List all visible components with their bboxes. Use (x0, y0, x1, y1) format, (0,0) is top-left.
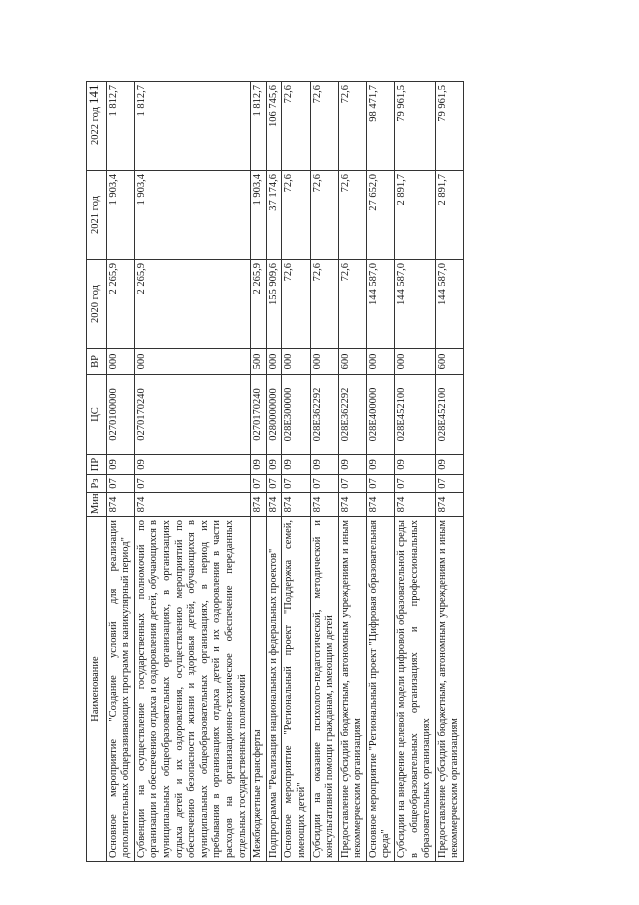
row-pr: 09 (266, 455, 282, 475)
row-pr: 09 (435, 455, 463, 475)
row-min: 874 (282, 493, 310, 517)
row-rz: 07 (282, 475, 310, 493)
page-number: 141 (86, 84, 101, 104)
row-name: Основное мероприятие "Региональный проект "Поддержка семей, имеющих детей" (282, 517, 310, 862)
row-min: 874 (366, 493, 394, 517)
row-cs: 0270170240 (134, 375, 250, 455)
row-amount-2022: 1 812,7 (106, 82, 134, 171)
table-row (106, 82, 134, 862)
row-cs: 028Е362292 (338, 375, 366, 455)
table-row (395, 82, 436, 862)
row-cs: 0270170240 (251, 375, 267, 455)
row-name: Межбюджетные трансферты (251, 517, 267, 862)
row-pr: 09 (338, 455, 366, 475)
row-rz: 07 (395, 475, 436, 493)
row-min: 874 (251, 493, 267, 517)
row-amount-2021: 2 891,7 (395, 171, 436, 260)
table-body (106, 82, 463, 862)
header-vr: ВР (87, 349, 107, 375)
row-amount-2021: 27 652,0 (366, 171, 394, 260)
row-pr: 09 (134, 455, 250, 475)
row-amount-2022: 106 745,6 (266, 82, 282, 171)
row-name: Основное мероприятие "Создание условий для реализации дополнительных общеразвивающих программ в каникулярный период" (106, 517, 134, 862)
row-vr: 500 (251, 349, 267, 375)
header-name: Наименование (87, 517, 107, 862)
row-amount-2020: 72,6 (338, 260, 366, 349)
row-pr: 09 (251, 455, 267, 475)
row-min: 874 (106, 493, 134, 517)
row-cs: 028Е452100 (435, 375, 463, 455)
row-amount-2020: 144 587,0 (435, 260, 463, 349)
budget-table (86, 81, 464, 862)
row-pr: 09 (310, 455, 338, 475)
row-cs: 028Е452100 (395, 375, 436, 455)
row-min: 874 (134, 493, 250, 517)
header-rz: Рз (87, 475, 107, 493)
row-name: Подпрограмма "Реализация национальных и федеральных проектов" (266, 517, 282, 862)
row-amount-2021: 72,6 (282, 171, 310, 260)
header-2022: 2022 год (87, 82, 107, 171)
row-amount-2020: 2 265,9 (251, 260, 267, 349)
row-rz: 07 (338, 475, 366, 493)
header-pr: ПР (87, 455, 107, 475)
row-vr: 000 (310, 349, 338, 375)
row-vr: 000 (106, 349, 134, 375)
row-min: 874 (266, 493, 282, 517)
row-vr: 000 (366, 349, 394, 375)
table-header-row (87, 82, 107, 862)
row-name: Субсидии на оказание психолого-педагогической, методической и консультативной помощи гражданам, имеющим детей (310, 517, 338, 862)
row-vr: 000 (282, 349, 310, 375)
header-cs: ЦС (87, 375, 107, 455)
header-2020: 2020 год (87, 260, 107, 349)
row-name: Основное мероприятие "Региональный проект "Цифровая образовательная среда" (366, 517, 394, 862)
row-amount-2021: 1 903,4 (134, 171, 250, 260)
table-row (310, 82, 338, 862)
row-cs: 028Е400000 (366, 375, 394, 455)
header-2021: 2021 год (87, 171, 107, 260)
row-amount-2021: 72,6 (310, 171, 338, 260)
row-cs: 028Е300000 (282, 375, 310, 455)
row-vr: 600 (338, 349, 366, 375)
table-row (282, 82, 310, 862)
row-vr: 000 (266, 349, 282, 375)
row-amount-2022: 72,6 (338, 82, 366, 171)
row-vr: 600 (435, 349, 463, 375)
row-rz: 07 (106, 475, 134, 493)
row-name: Предоставление субсидий бюджетным, автономным учреждениям и иным некоммерческим организациям (435, 517, 463, 862)
row-pr: 09 (282, 455, 310, 475)
row-amount-2020: 72,6 (310, 260, 338, 349)
row-amount-2020: 2 265,9 (134, 260, 250, 349)
row-vr: 000 (395, 349, 436, 375)
row-name: Предоставление субсидий бюджетным, автономным учреждениям и иным некоммерческим организациям (338, 517, 366, 862)
row-amount-2022: 1 812,7 (251, 82, 267, 171)
row-cs: 0270100000 (106, 375, 134, 455)
row-amount-2022: 79 961,5 (435, 82, 463, 171)
row-amount-2020: 2 265,9 (106, 260, 134, 349)
row-amount-2022: 79 961,5 (395, 82, 436, 171)
row-rz: 07 (266, 475, 282, 493)
table-row (366, 82, 394, 862)
row-amount-2022: 72,6 (310, 82, 338, 171)
row-amount-2021: 2 891,7 (435, 171, 463, 260)
row-min: 874 (395, 493, 436, 517)
row-pr: 09 (395, 455, 436, 475)
table-row (251, 82, 267, 862)
row-min: 874 (435, 493, 463, 517)
table-row (338, 82, 366, 862)
row-vr: 000 (134, 349, 250, 375)
row-amount-2021: 1 903,4 (106, 171, 134, 260)
row-amount-2022: 72,6 (282, 82, 310, 171)
row-rz: 07 (134, 475, 250, 493)
table-row (266, 82, 282, 862)
row-amount-2020: 155 909,6 (266, 260, 282, 349)
row-rz: 07 (310, 475, 338, 493)
row-amount-2022: 1 812,7 (134, 82, 250, 171)
row-name: Субвенции на осуществление государственных полномочий по организации и обеспечению отдыха и оздоровления детей, обучающихся в муниципальных общеобразовательных организациях, в организациях отдыха детей и их оздоровления, осуществлению мероприятий по обеспечению безопасности жизни и здоровья детей, обучающихся в муниципальных общеобразовательных организациях, в период их пребывания в организациях отдыха детей и их оздоровления в части расходов на организационно-техническое обеспечение переданных отдельных государственных полномочий (134, 517, 250, 862)
row-rz: 07 (366, 475, 394, 493)
table-row (435, 82, 463, 862)
row-name: Субсидии на внедрение целевой модели цифровой образовательной среды в общеобразовательных организациях и профессиональных образовательных организациях (395, 517, 436, 862)
row-amount-2020: 144 587,0 (366, 260, 394, 349)
row-amount-2020: 72,6 (282, 260, 310, 349)
row-amount-2020: 144 587,0 (395, 260, 436, 349)
rotated-document (64, 82, 604, 862)
row-amount-2021: 72,6 (338, 171, 366, 260)
row-pr: 09 (366, 455, 394, 475)
row-min: 874 (338, 493, 366, 517)
row-min: 874 (310, 493, 338, 517)
row-amount-2021: 37 174,6 (266, 171, 282, 260)
row-rz: 07 (251, 475, 267, 493)
row-amount-2021: 1 903,4 (251, 171, 267, 260)
table-row (134, 82, 250, 862)
row-cs: 0280000000 (266, 375, 282, 455)
row-pr: 09 (106, 455, 134, 475)
header-min: Мин (87, 493, 107, 517)
row-cs: 028Е362292 (310, 375, 338, 455)
row-rz: 07 (435, 475, 463, 493)
row-amount-2022: 98 471,7 (366, 82, 394, 171)
